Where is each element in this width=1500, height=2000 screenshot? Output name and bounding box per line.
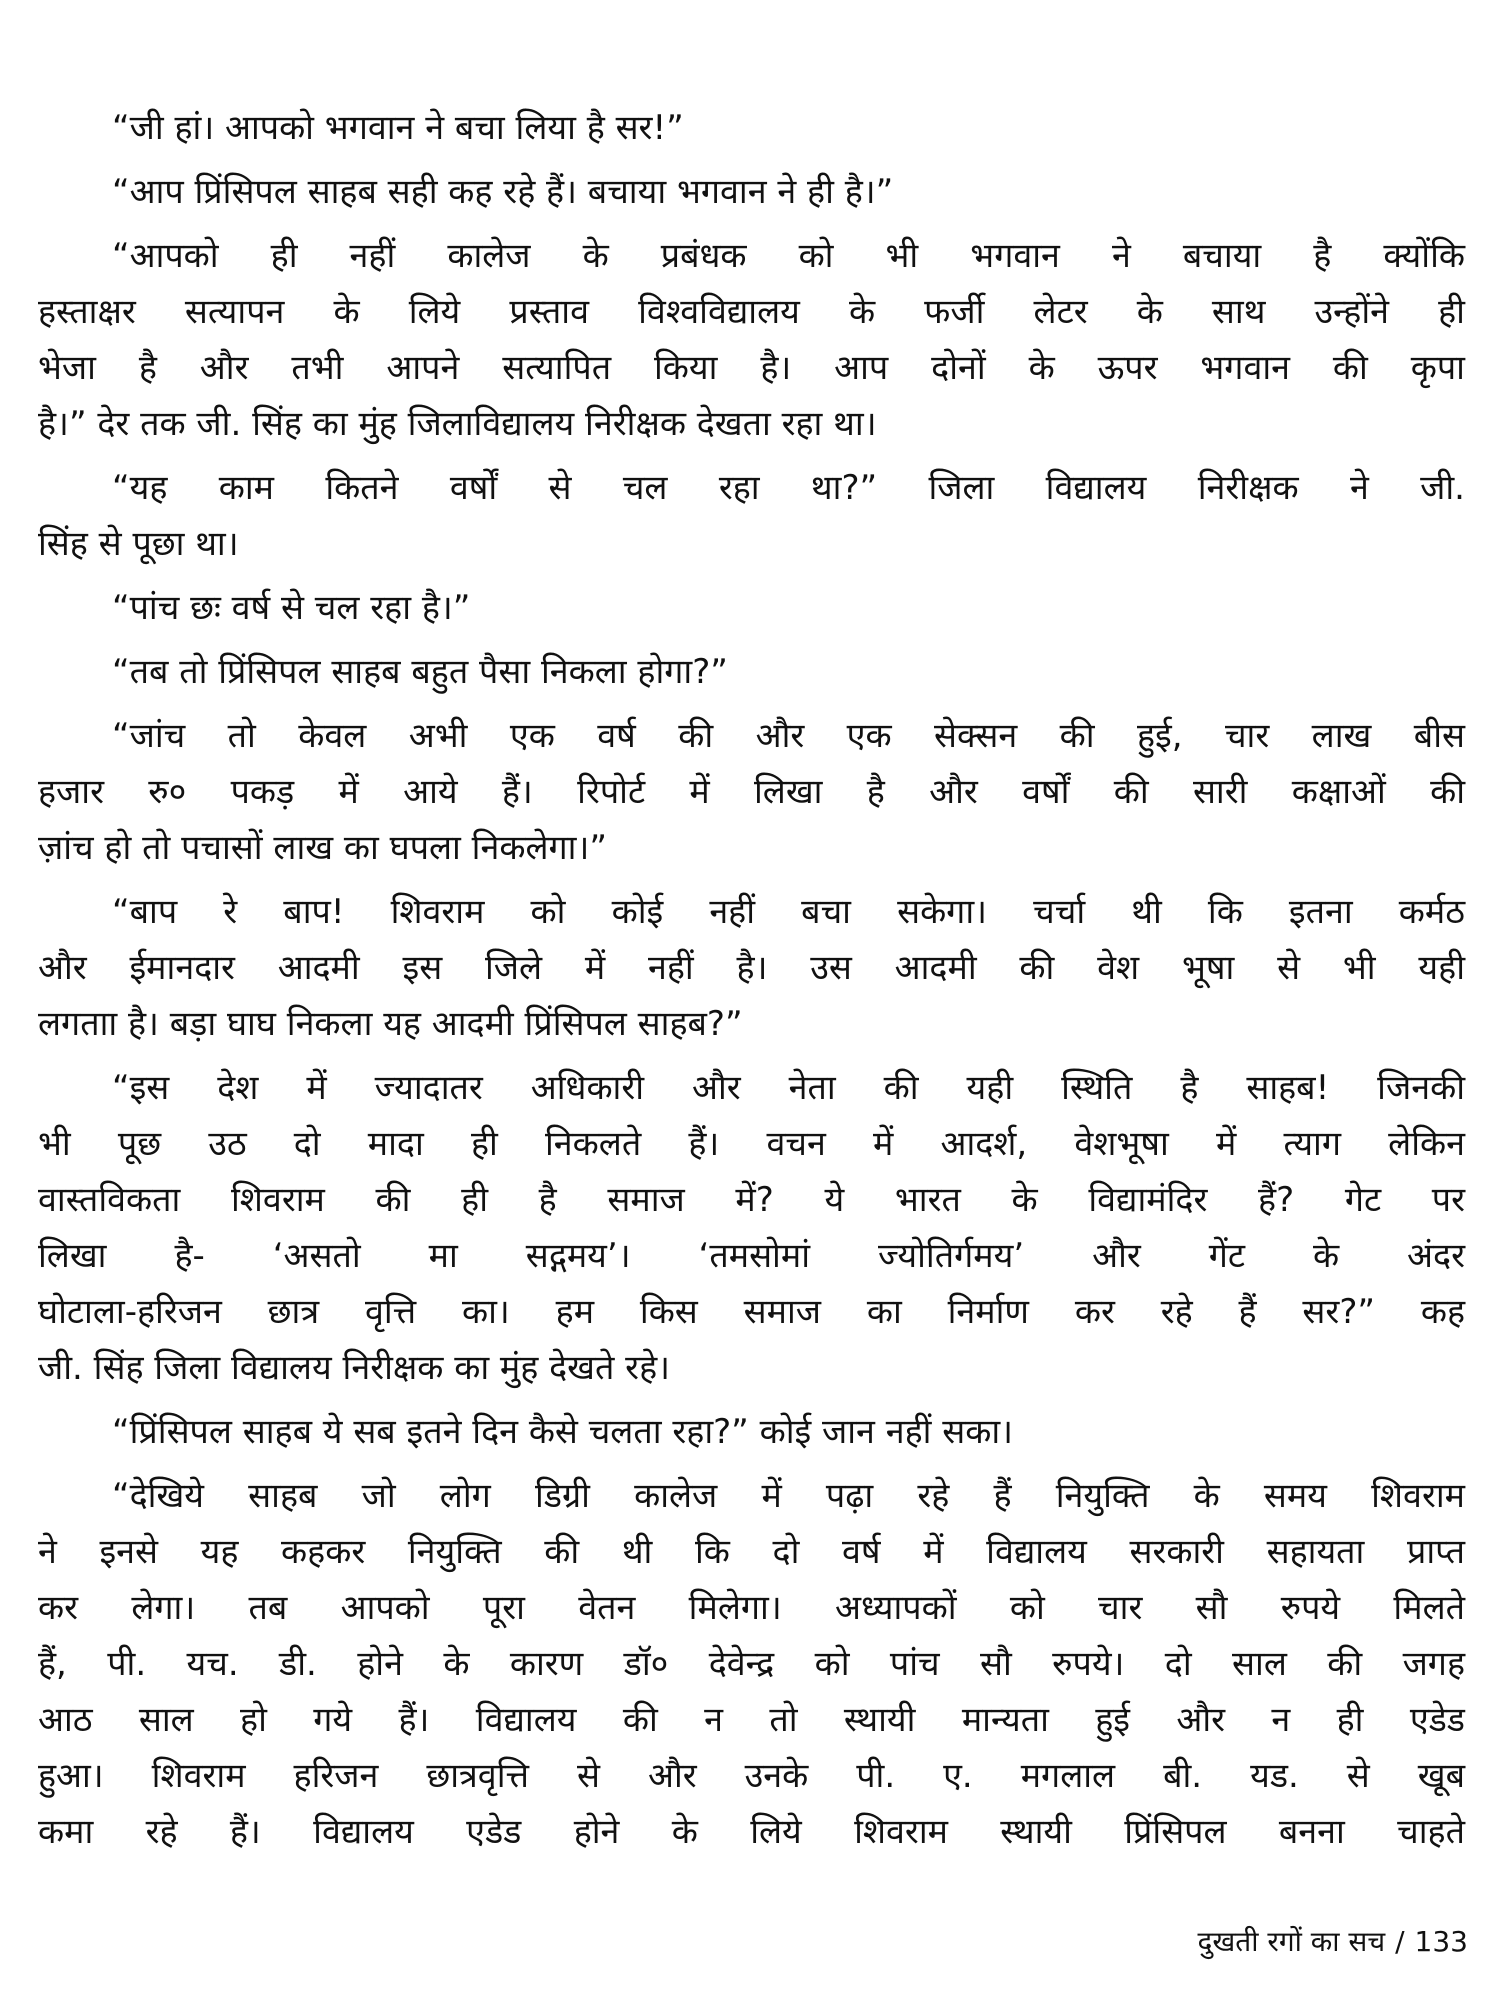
text-line: आठ साल हो गये हैं। विद्यालय की न तो स्थायी मान्यता हुई और न ही एडेड (38, 1700, 1465, 1740)
text-line: लगताा है। बड़ा घाघ निकला यह आदमी प्रिंसिपल साहब?” (38, 1004, 743, 1044)
text-line: “जी हां। आपको भगवान ने बचा लिया है सर!” (112, 108, 684, 148)
text-line: हस्ताक्षर सत्यापन के लिये प्रस्ताव विश्वविद्यालय के फर्जी लेटर के साथ उन्होंने ही (38, 292, 1465, 332)
text-line: लिखा है- ‘असतो मा सद्गमय’। ‘तमसोमां ज्योतिर्गमय’ और गेंट के अंदर (38, 1236, 1465, 1276)
text-line: “तब तो प्रिंसिपल साहब बहुत पैसा निकला होगा?” (112, 652, 728, 692)
text-line: ज़ांच हो तो पचासों लाख का घपला निकलेगा।” (38, 828, 607, 868)
body-text (38, 100, 1465, 1860)
text-line: और ईमानदार आदमी इस जिले में नहीं है। उस आदमी की वेश भूषा से भी यही (38, 948, 1465, 988)
text-line: “यह काम कितने वर्षों से चल रहा था?” जिला विद्यालय निरीक्षक ने जी. (112, 468, 1465, 508)
text-line: कमा रहे हैं। विद्यालय एडेड होने के लिये शिवराम स्थायी प्रिंसिपल बनना चाहते (38, 1812, 1465, 1852)
text-line: हैं, पी. यच. डी. होने के कारण डॉ० देवेन्द्र को पांच सौ रुपये। दो साल की जगह (38, 1644, 1465, 1684)
text-line: “आप प्रिंसिपल साहब सही कह रहे हैं। बचाया भगवान ने ही है।” (112, 172, 894, 212)
text-line: “जांच तो केवल अभी एक वर्ष की और एक सेक्सन की हुई, चार लाख बीस (112, 716, 1465, 756)
text-line: कर लेगा। तब आपको पूरा वेतन मिलेगा। अध्यापकों को चार सौ रुपये मिलते (38, 1588, 1465, 1628)
text-line: ने इनसे यह कहकर नियुक्ति की थी कि दो वर्ष में विद्यालय सरकारी सहायता प्राप्त (38, 1532, 1465, 1572)
paragraph (38, 1468, 1465, 1860)
running-title: दुखती रगों का सच (1197, 1925, 1386, 1958)
text-line: “आपको ही नहीं कालेज के प्रबंधक को भी भगवान ने बचाया है क्योंकि (112, 236, 1465, 276)
paragraph (38, 1404, 1465, 1460)
text-line: भी पूछ उठ दो मादा ही निकलते हैं। वचन में आदर्श, वेशभूषा में त्याग लेकिन (38, 1124, 1465, 1164)
text-line: हजार रु० पकड़ में आये हैं। रिपोर्ट में लिखा है और वर्षों की सारी कक्षाओं की (38, 772, 1465, 812)
paragraph (38, 580, 1465, 636)
paragraph (38, 1060, 1465, 1396)
page-footer (1197, 1918, 1468, 1966)
text-line: “प्रिंसिपल साहब ये सब इतने दिन कैसे चलता रहा?” कोई जान नहीं सका। (112, 1412, 1014, 1452)
footer-separator: / (1395, 1925, 1405, 1958)
text-line: “इस देश में ज्यादातर अधिकारी और नेता की यही स्थिति है साहब! जिनकी (112, 1068, 1465, 1108)
text-line: हुआ। शिवराम हरिजन छात्रवृत्ति से और उनके पी. ए. मगलाल बी. यड. से खूब (38, 1756, 1465, 1796)
text-line: है।” देर तक जी. सिंह का मुंह जिलाविद्यालय निरीक्षक देखता रहा था। (38, 404, 877, 444)
paragraph (38, 228, 1465, 452)
paragraph (38, 100, 1465, 156)
text-line: घोटाला-हरिजन छात्र वृत्ति का। हम किस समाज का निर्माण कर रहे हैं सर?” कह (38, 1292, 1465, 1332)
paragraph (38, 708, 1465, 876)
text-line: “बाप रे बाप! शिवराम को कोई नहीं बचा सकेगा। चर्चा थी कि इतना कर्मठ (112, 892, 1465, 932)
text-line: सिंह से पूछा था। (38, 524, 239, 564)
paragraph (38, 164, 1465, 220)
paragraph (38, 884, 1465, 1052)
paragraph (38, 460, 1465, 572)
page-number: 133 (1414, 1925, 1468, 1958)
text-line: “पांच छः वर्ष से चल रहा है।” (112, 588, 471, 628)
text-line: वास्तविकता शिवराम की ही है समाज में? ये भारत के विद्यामंदिर हैं? गेट पर (38, 1180, 1465, 1220)
paragraph (38, 644, 1465, 700)
text-line: “देखिये साहब जो लोग डिग्री कालेज में पढ़ा रहे हैं नियुक्ति के समय शिवराम (112, 1476, 1465, 1516)
text-line: जी. सिंह जिला विद्यालय निरीक्षक का मुंह देखते रहे। (38, 1348, 671, 1388)
text-line: भेजा है और तभी आपने सत्यापित किया है। आप दोनों के ऊपर भगवान की कृपा (38, 348, 1465, 388)
